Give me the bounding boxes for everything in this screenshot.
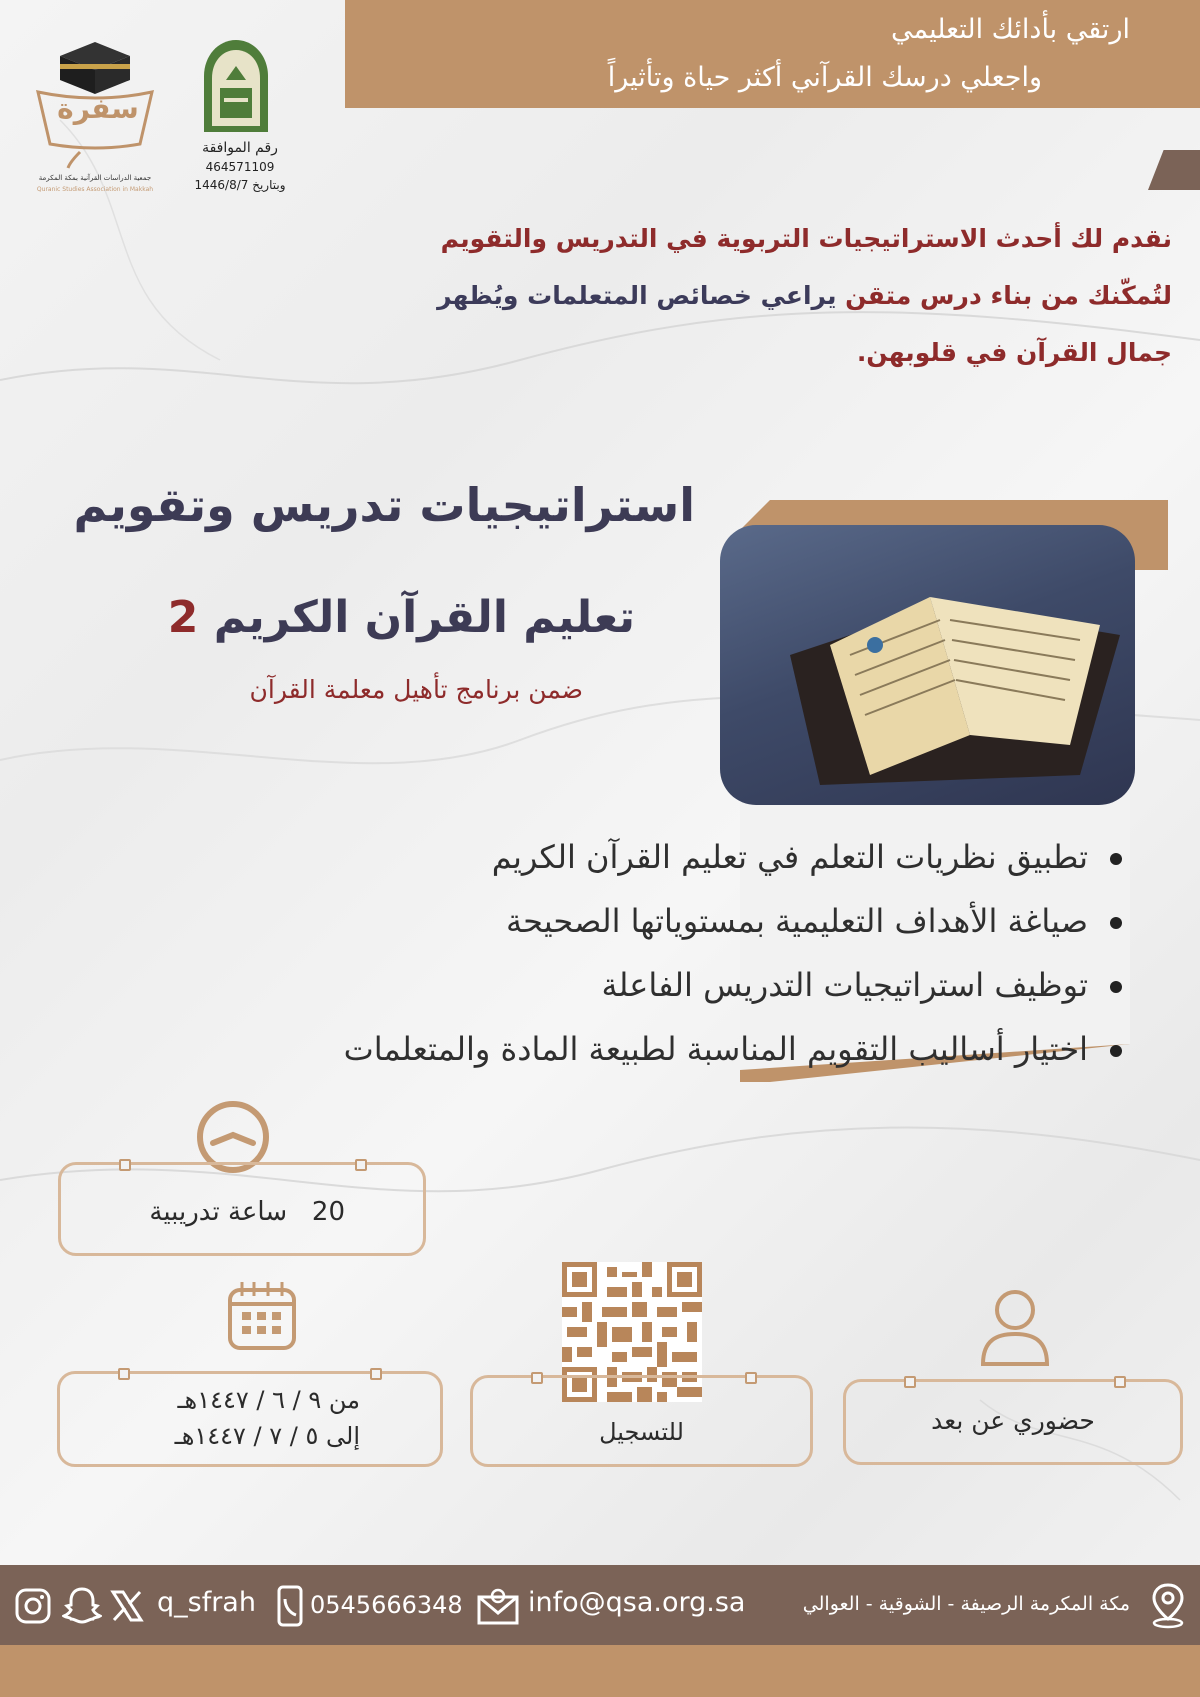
safra-subtitle-ar: جمعية الدراسات القرآنية بمكة المكرمة: [38, 174, 152, 182]
objectives-list: [102, 825, 1122, 1081]
snapchat-icon[interactable]: [62, 1585, 102, 1625]
header-banner: [345, 0, 1200, 108]
mode-box: [843, 1379, 1183, 1465]
footer-bottom-strip: [0, 1645, 1200, 1697]
address-text: مكة المكرمة الرصيفة - الشوقية - العوالي: [802, 1593, 1130, 1615]
register-box[interactable]: [470, 1375, 813, 1467]
bullet-dot-icon: [1110, 853, 1122, 865]
course-title-2-number: 2: [167, 592, 199, 643]
course-title: استراتيجيات تدريس وتقويم: [73, 478, 695, 532]
date-from: من ٩ / ٦ / ١٤٤٧هـ: [177, 1386, 360, 1414]
phone-icon: [276, 1585, 304, 1627]
register-label: للتسجيل: [599, 1418, 684, 1446]
approval-number: 464571109: [205, 160, 275, 174]
course-title-2-text: تعليم القرآن الكريم: [198, 592, 635, 643]
header-line-2: واجعلي درسك القرآني أكثر حياة وتأثيراً: [607, 62, 1042, 93]
course-title-2: [168, 592, 635, 643]
list-item: توظيف استراتيجيات التدريس الفاعلة: [102, 953, 1122, 1017]
list-item: اختيار أساليب التقويم المناسبة لطبيعة المادة والمتعلمات: [102, 1017, 1122, 1081]
location-icon: [1148, 1581, 1188, 1629]
hours-number: 20: [311, 1197, 345, 1227]
dates-box: [57, 1371, 443, 1467]
intro-line-2b: يراعي خصائص المتعلمات ويُظهر: [437, 281, 837, 310]
bullet-dot-icon: [1110, 917, 1122, 929]
approval-date: وبتاريخ 1446/8/7: [194, 178, 286, 192]
user-icon: [977, 1288, 1053, 1368]
bullet-dot-icon: [1110, 1045, 1122, 1057]
intro-line-1: نقدم لك أحدث الاستراتيجيات التربوية في التدريس والتقويم: [440, 224, 1172, 253]
safra-logo-name: سفرة: [57, 92, 139, 125]
social-handle[interactable]: q_sfrah: [157, 1587, 256, 1618]
header-line-1: ارتقي بأدائك التعليمي: [890, 14, 1130, 45]
phone-number[interactable]: 0545666348: [310, 1591, 463, 1619]
mode-label: حضوري عن بعد: [931, 1406, 1095, 1435]
calendar-icon: [224, 1278, 300, 1354]
list-item: تطبيق نظريات التعلم في تعليم القرآن الكريم: [102, 825, 1122, 889]
bullet-dot-icon: [1110, 981, 1122, 993]
date-to: إلى ٥ / ٧ / ١٤٤٧هـ: [174, 1422, 360, 1450]
intro-line-2a: لتُمكّنك من بناء درس متقن: [836, 281, 1172, 310]
x-icon[interactable]: [110, 1589, 144, 1623]
hours-label: ساعة تدريبية: [149, 1197, 288, 1227]
open-book-icon: [720, 525, 1135, 805]
email-icon: [476, 1587, 520, 1625]
ministry-logo: [190, 36, 290, 206]
decor-tab: [1148, 150, 1200, 190]
safra-logo: [30, 34, 160, 194]
list-item: صياغة الأهداف التعليمية بمستوياتها الصحيحة: [102, 889, 1122, 953]
mosque-emblem-icon: [196, 36, 276, 136]
hours-box: [58, 1162, 426, 1256]
course-subtitle: ضمن برنامج تأهيل معلمة القرآن: [249, 675, 583, 704]
approval-label: رقم الموافقة: [202, 140, 278, 156]
intro-paragraph: [272, 210, 1172, 381]
intro-line-3: جمال القرآن في قلوبهن.: [856, 338, 1172, 367]
quran-photo: [720, 525, 1135, 805]
email-address[interactable]: info@qsa.org.sa: [528, 1587, 746, 1618]
instagram-icon[interactable]: [14, 1587, 52, 1625]
safra-subtitle-en: Quranic Studies Association in Makkah: [36, 186, 154, 193]
footer-bar: [0, 1565, 1200, 1645]
hours-text: [149, 1197, 345, 1227]
